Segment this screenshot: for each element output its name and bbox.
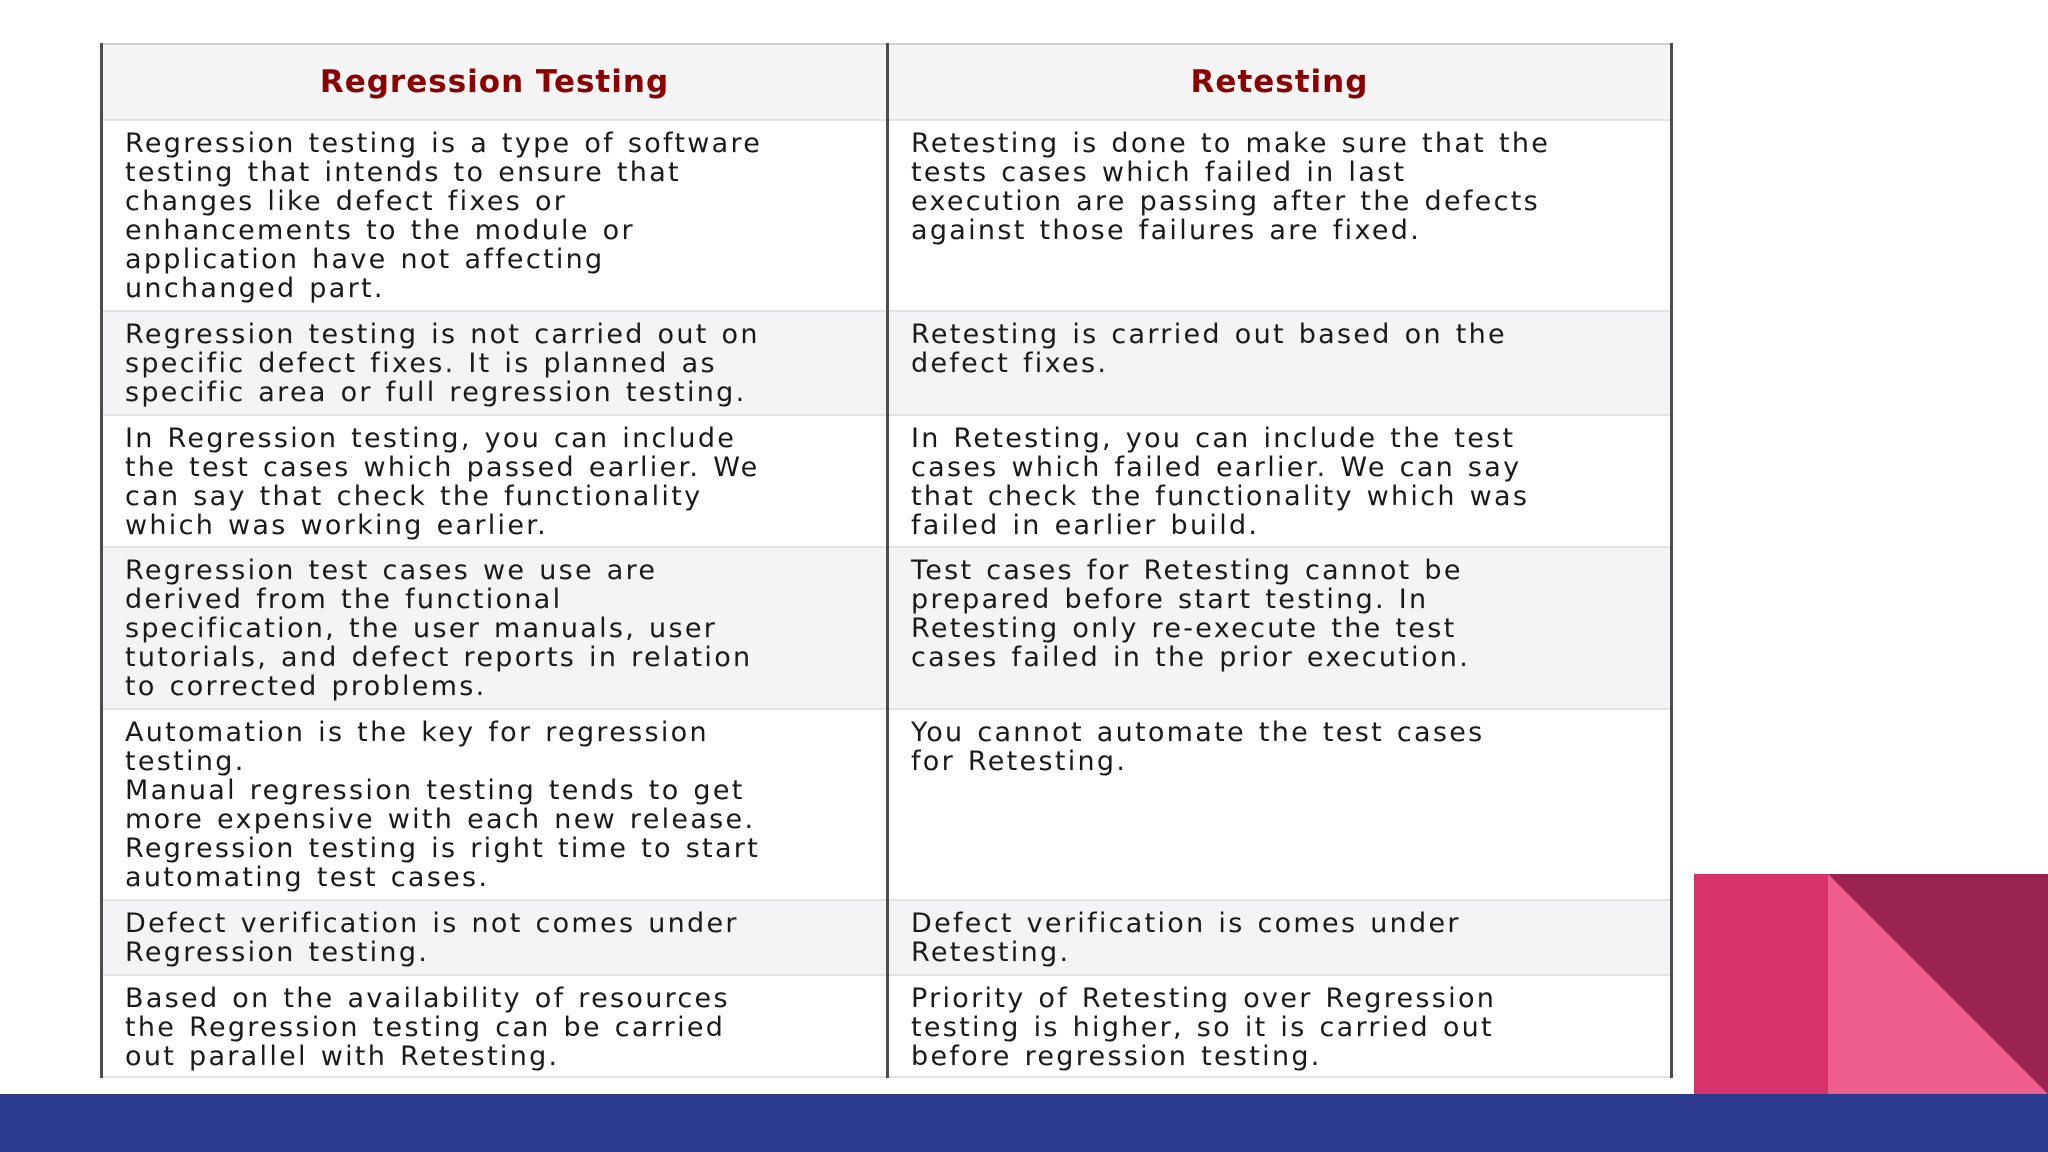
deco-maroon-triangle <box>1828 874 2048 1094</box>
header-retesting: Retesting <box>888 44 1672 120</box>
comparison-table <box>100 43 1673 1078</box>
corner-decoration <box>1694 874 2048 1094</box>
retesting-cell: Defect verification is comes under Retesting. <box>888 900 1672 975</box>
regression-cell: In Regression testing, you can include the test cases which passed earlier. We can say that check the functionality which was working earlier. <box>102 415 888 547</box>
table-row <box>102 547 1672 709</box>
regression-cell: Defect verification is not comes under Regression testing. <box>102 900 888 975</box>
table-row <box>102 415 1672 547</box>
regression-cell: Based on the availability of resources the Regression testing can be carried out parallel with Retesting. <box>102 975 888 1077</box>
regression-cell: Regression testing is a type of software testing that intends to ensure that changes like defect fixes or enhancements to the module or application have not affecting unchanged part. <box>102 120 888 311</box>
regression-cell: Automation is the key for regression testing. Manual regression testing tends to get more expensive with each new release. Regression testing is right time to start automating test cases. <box>102 709 888 900</box>
table-row <box>102 900 1672 975</box>
table-body <box>102 120 1672 1077</box>
retesting-cell: Test cases for Retesting cannot be prepared before start testing. In Retesting only re-execute the test cases failed in the prior execution. <box>888 547 1672 709</box>
retesting-cell: Retesting is carried out based on the defect fixes. <box>888 311 1672 415</box>
retesting-cell: Priority of Retesting over Regression testing is higher, so it is carried out before regression testing. <box>888 975 1672 1077</box>
table-header <box>102 44 1672 120</box>
footer-bar <box>0 1094 2048 1152</box>
regression-cell: Regression test cases we use are derived from the functional specification, the user manuals, user tutorials, and defect reports in relation to corrected problems. <box>102 547 888 709</box>
retesting-cell: You cannot automate the test cases for Retesting. <box>888 709 1672 900</box>
table-row <box>102 311 1672 415</box>
header-row <box>102 44 1672 120</box>
table-row <box>102 120 1672 311</box>
deco-pink-block <box>1694 874 1828 1094</box>
retesting-cell: In Retesting, you can include the test cases which failed earlier. We can say that check the functionality which was failed in earlier build. <box>888 415 1672 547</box>
regression-cell: Regression testing is not carried out on specific defect fixes. It is planned as specific area or full regression testing. <box>102 311 888 415</box>
table-row <box>102 975 1672 1077</box>
retesting-cell: Retesting is done to make sure that the tests cases which failed in last execution are passing after the defects against those failures are fixed. <box>888 120 1672 311</box>
comparison-table-container <box>100 43 1670 1078</box>
table-row <box>102 709 1672 900</box>
header-regression-testing: Regression Testing <box>102 44 888 120</box>
